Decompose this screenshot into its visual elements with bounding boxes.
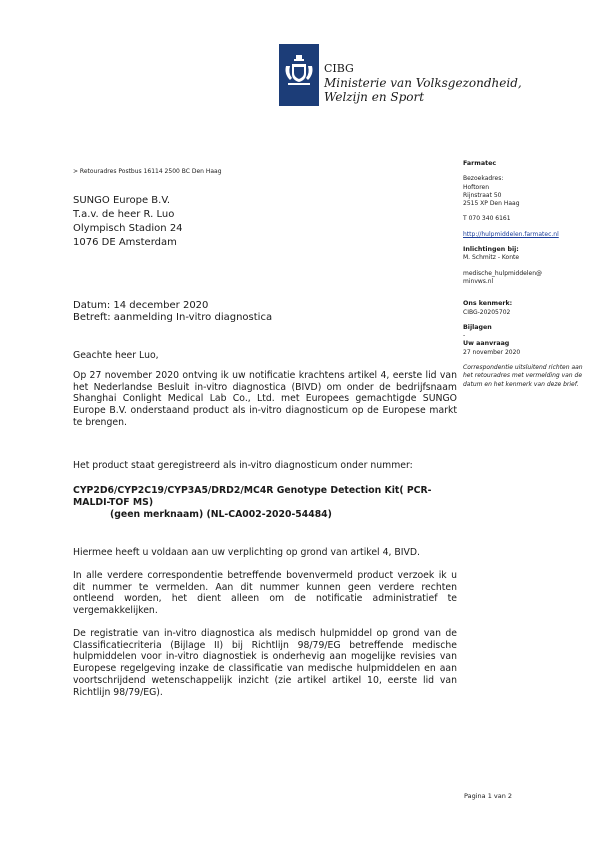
paragraph-classification: De registratie van in-vitro diagnostica als medisch hulpmiddel op grond van de Classificatiecriteria (Bijlage II) bij Richtlijn 98/79/EG betreffende medische hulpmiddelen voor in-vitro diagnostiek is onderhevig aan mogelijke revisies van Europese regelgeving inzake de classificatie van medische hulpmiddelen en aan voortschrijdend wetenschappelijk inzicht (zie artikel artikel 10, eerste lid van Richtlijn 98/79/EG).	[73, 628, 457, 698]
paragraph-obligation: Hiermee heeft u voldaan aan uw verplichting op grond van artikel 4, BIVD.	[73, 547, 421, 558]
reference-label: Ons kenmerk:	[463, 300, 513, 308]
ministry-line-2: Welzijn en Sport	[324, 90, 425, 104]
organization-name	[324, 62, 522, 104]
info-label: Inlichtingen bij:	[463, 246, 519, 254]
info-email: medische_hulpmiddelen@	[463, 269, 542, 277]
coat-of-arms-icon	[279, 44, 319, 106]
product-number: (geen merknaam) (NL-CA002-2020-54484)	[110, 509, 332, 520]
paragraph-registered: Het product staat geregistreerd als in-vitro diagnosticum onder nummer:	[73, 460, 413, 471]
sidebar-unit: Farmatec	[463, 160, 497, 167]
addressee-line: 1076 DE Amsterdam	[73, 237, 177, 248]
addressee-block	[73, 194, 183, 250]
visit-line: 2515 XP Den Haag	[463, 200, 520, 208]
page-number: Pagina 1 van 2	[464, 792, 513, 800]
product-name: CYP2D6/CYP2C19/CYP3A5/DRD2/MC4R Genotype Detection Kit( PCR-MALDI-TOF MS)	[73, 485, 432, 508]
correspondence-note: Correspondentie uitsluitend richten aan het retouradres met vermelding van de datum en het kenmerk van deze brief.	[463, 364, 583, 388]
ministry-line-1: Ministerie van Volksgezondheid,	[324, 76, 522, 90]
letter-subject: Betreft: aanmelding In-vitro diagnostica	[73, 312, 273, 323]
return-address: > Retouradres Postbus 16114 2500 BC Den Haag	[73, 168, 222, 175]
salutation: Geachte heer Luo,	[73, 350, 159, 361]
phone-number: T 070 340 6161	[463, 215, 511, 223]
visit-line: Hoftoren	[463, 183, 490, 191]
addressee-line: SUNGO Europe B.V.	[73, 195, 171, 206]
reference-value: CIBG-20205702	[463, 308, 511, 316]
sidebar-info	[463, 160, 583, 389]
visit-line: Rijnstraat 50	[463, 191, 502, 199]
product-registration	[73, 485, 457, 521]
request-label: Uw aanvraag	[463, 340, 510, 348]
website-link[interactable]: http://hulpmiddelen.farmatec.nl	[463, 230, 559, 238]
addressee-line: T.a.v. de heer R. Luo	[73, 209, 175, 220]
info-name: M. Schmitz - Konte	[463, 254, 520, 262]
attachments-label: Bijlagen	[463, 323, 492, 331]
info-email-domain: minvws.nl	[463, 277, 494, 285]
paragraph-correspondence: In alle verdere correspondentie betreffende bovenvermeld product verzoek ik u dit nummer te vermelden. Aan dit nummer kunnen geen verdere rechten ontleend worden, het dient alleen om de notificatie administratief te vergemakkelijken.	[73, 570, 457, 617]
visit-label: Bezoekadres:	[463, 175, 504, 183]
paragraph-notification: Op 27 november 2020 ontving ik uw notificatie krachtens artikel 4, eerste lid van het Nederlandse Besluit in-vitro diagnostica (BIVD) om onder de bedrijfsnaam Shanghai Conlight Medical Lab Co., Ltd. met Europees gemachtigde SUNGO Europe B.V. onderstaand product als in-vitro diagnosticum op de Europese markt te brengen.	[73, 370, 457, 428]
addressee-line: Olympisch Stadion 24	[73, 223, 183, 234]
org-short: CIBG	[324, 62, 354, 75]
request-value: 27 november 2020	[463, 348, 521, 356]
attachments-value: -	[463, 332, 466, 340]
letter-date: Datum: 14 december 2020	[73, 300, 209, 311]
letter-meta	[73, 300, 272, 324]
